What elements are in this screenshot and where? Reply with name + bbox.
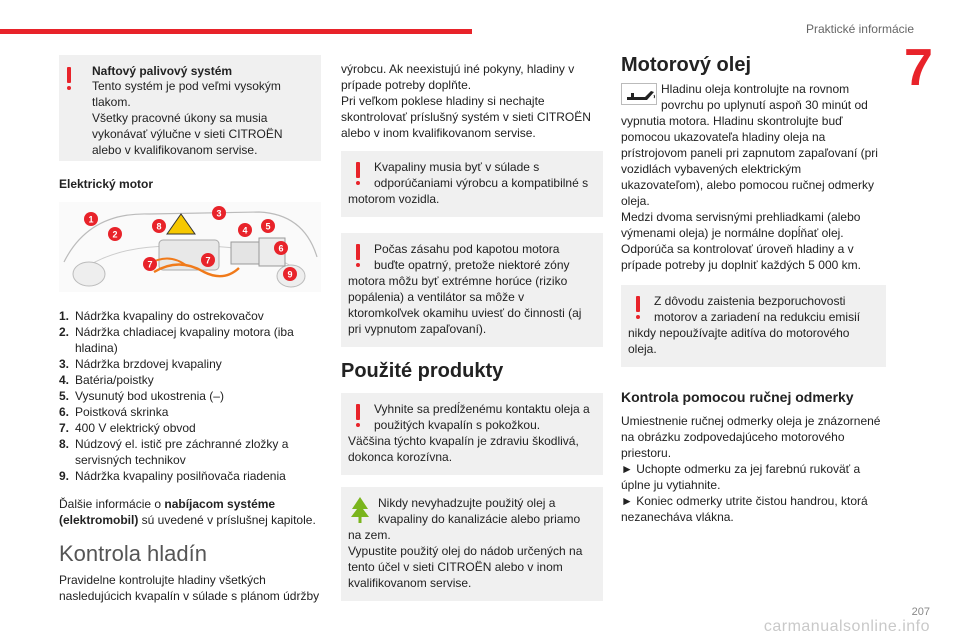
eco-text: Nikdy nevyhadzujte použitý olej a kvapaliny do kanalizácie alebo priamo na zem. Vypustite použitý olej do nádob určených na tento účel v sieti CITROËN alebo v inom kvalifikovanom servise.	[348, 496, 583, 590]
svg-text:3: 3	[216, 208, 222, 219]
page-number: 207	[911, 606, 930, 618]
svg-text:9: 9	[287, 269, 293, 280]
column-right	[621, 55, 886, 525]
part-label: Nádržka kvapaliny posilňovača riadenia	[75, 469, 286, 483]
parts-list-item	[59, 388, 321, 404]
warning-box-diesel	[59, 55, 321, 161]
svg-text:8: 8	[156, 221, 162, 232]
callout-1	[84, 212, 98, 226]
engine-oil-block	[621, 81, 886, 273]
dipstick-heading: Kontrola pomocou ručnej odmerky	[621, 389, 854, 405]
part-number: 8.	[59, 437, 70, 451]
part-number: 6.	[59, 405, 70, 419]
part-label: Poistková skrinka	[75, 405, 169, 419]
engine-oil-heading: Motorový olej	[621, 54, 752, 76]
warning-icon	[348, 159, 368, 189]
part-label: Nádržka kvapaliny do ostrekovačov	[75, 309, 264, 323]
warning-text: Tento systém je pod veľmi vysokým tlakom. Všetky pracovné úkony sa musia vykonávať výlučne v sieti CITROËN alebo v kvalifikovanom servise.	[92, 79, 283, 157]
parts-list-item	[59, 404, 321, 420]
warning-box-fluids	[341, 151, 603, 217]
parts-list-item	[59, 436, 321, 468]
section-title: Praktické informácie	[805, 22, 914, 36]
svg-text:6: 6	[278, 243, 284, 254]
part-number: 7.	[59, 421, 70, 435]
svg-text:1: 1	[88, 214, 94, 225]
part-label: Vysunutý bod ukostrenia (–)	[75, 389, 224, 403]
callout-4	[238, 223, 252, 237]
callout-8	[152, 219, 166, 233]
recycle-tree-icon	[348, 495, 372, 525]
part-number: 9.	[59, 469, 70, 483]
engine-bay-diagram	[59, 202, 321, 292]
oil-can-icon	[621, 83, 657, 105]
part-label: 400 V elektrický obvod	[75, 421, 196, 435]
warning-icon	[67, 67, 71, 90]
callout-6	[274, 241, 288, 255]
part-number: 5.	[59, 389, 70, 403]
warning-box-skin	[341, 393, 603, 475]
warning-additives-text: Z dôvodu zaistenia bezporuchovosti motorov a zariadení na redukciu emisií nikdy nepoužívajte aditíva do motorového oleja.	[628, 294, 861, 356]
warning-fluids-text: Kvapaliny musia byť v súlade s odporúčaniami výrobcu a kompatibilné s motorom vozidla.	[348, 160, 589, 206]
part-label: Nádržka brzdovej kvapaliny	[75, 357, 222, 371]
part-number: 1.	[59, 309, 70, 323]
part-label: Batéria/poistky	[75, 373, 154, 387]
svg-text:7: 7	[147, 259, 153, 270]
chapter-number: 7	[904, 39, 933, 97]
eco-box	[341, 487, 603, 601]
part-number: 4.	[59, 373, 70, 387]
warning-icon	[348, 241, 368, 271]
callout-5	[261, 219, 275, 233]
column-left	[59, 55, 321, 604]
watermark: carmanualsonline.info	[763, 618, 930, 635]
svg-text:4: 4	[242, 225, 248, 236]
svg-text:7: 7	[205, 255, 211, 266]
parts-list-item	[59, 324, 321, 356]
header-accent-bar	[0, 29, 472, 34]
parts-list-item	[59, 468, 321, 484]
callout-9	[283, 267, 297, 281]
parts-list-item	[59, 420, 321, 436]
part-number: 2.	[59, 325, 70, 339]
warning-icon	[348, 401, 368, 431]
more-info-text: Ďalšie informácie o nabíjacom systéme (elektromobil) sú uvedené v príslušnej kapitole.	[59, 497, 316, 527]
part-label: Núdzový el. istič pre záchranné zložky a servisných technikov	[75, 437, 289, 467]
parts-list-item	[59, 356, 321, 372]
callout-7b	[201, 253, 215, 267]
column-middle	[341, 55, 603, 601]
used-products-heading: Použité produkty	[341, 360, 504, 382]
callout-2	[108, 227, 122, 241]
part-label: Nádržka chladiacej kvapaliny motora (iba hladina)	[75, 325, 294, 355]
intro-text: výrobcu. Ak neexistujú iné pokyny, hladiny v prípade potreby doplňte. Pri veľkom poklese hladiny si nechajte skontrolovať príslušný systém v sieti CITROËN alebo v inom kvalifikovanom servise.	[341, 62, 591, 140]
electric-motor-heading: Elektrický motor	[59, 177, 154, 191]
parts-list-item	[59, 372, 321, 388]
engine-oil-text: Hladinu oleja kontrolujte na rovnom povrchu po uplynutí aspoň 30 minút od vypnutia motora. Hladinu skontrolujte buď pomocou ukazovateľa hladiny oleja na prístrojovom paneli pri zapnutom zapaľovaní (pri vozidlách vybavených elektrickým ukazovateľom), alebo pomocou ručnej odmerky oleja. Medzi dvoma servisnými prehliadkami (alebo výmenami oleja) je normálne dopĺňať olej. Odporúča sa kontrolovať úroveň hladiny a v prípade potreby ju doplniť každých 5 000 km.	[621, 82, 878, 272]
warning-box-additives	[621, 285, 886, 367]
callout-3	[212, 206, 226, 220]
warning-icon	[628, 293, 648, 323]
parts-list-item	[59, 308, 321, 324]
kontrola-heading: Kontrola hladín	[59, 541, 207, 566]
parts-list	[59, 308, 321, 484]
warning-title: Naftový palivový systém	[92, 64, 233, 78]
kontrola-text: Pravidelne kontrolujte hladiny všetkých nasledujúcich kvapalín v súlade s plánom údržby	[59, 573, 320, 603]
dipstick-text: Umiestnenie ručnej odmerky oleja je znázornené na obrázku zodpovedajúceho motorového priestoru. ► Uchopte odmerku za jej farebnú rukoväť a úplne ju vytiahnite. ► Koniec odmerky utrite čistou handrou, ktorá nezanecháva vlákna.	[621, 414, 881, 524]
svg-text:2: 2	[112, 229, 118, 240]
callout-7a	[143, 257, 157, 271]
warning-hot-text: Počas zásahu pod kapotou motora buďte opatrný, pretože niektoré zóny motora môžu byť extrémne horúce (riziko popálenia) a ventilátor sa môže v ktoromkoľvek okamihu uviesť do činnosti (aj pri vypnutom zapaľovaní).	[348, 242, 582, 336]
svg-text:5: 5	[265, 221, 271, 232]
part-number: 3.	[59, 357, 70, 371]
warning-box-hot	[341, 233, 603, 347]
warning-skin-text: Vyhnite sa predĺženému kontaktu oleja a použitých kvapalín s pokožkou. Väčšina týchto kvapalín je zdraviu škodlivá, dokonca korozívna.	[348, 402, 590, 464]
